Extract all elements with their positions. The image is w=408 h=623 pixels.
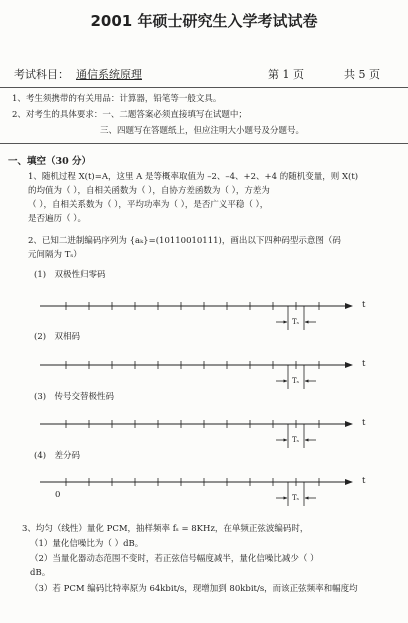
q2-line-2: 元间隔为 Tₛ）: [28, 250, 82, 260]
wave-label-1: (1) 双极性归零码: [34, 270, 106, 280]
note-line-1: 1、考生须携带的有关用品：计算器，铅笔等一般文具。: [12, 94, 222, 104]
wave-label-4: (4) 差分码: [34, 451, 81, 461]
axis-2-ts: Tₛ: [292, 377, 300, 385]
q1-line-2: 的均值为（ ），自相关函数为（ ），自协方差函数为（ ），方差为: [28, 186, 270, 196]
axis-2-t: t: [362, 359, 366, 369]
q1-line-1: 1、随机过程 X(t)=A，这里 A 是等概率取值为 –2、–4、+2、+4 的随机变量，则 X(t): [28, 172, 359, 182]
axis-3-t: t: [362, 418, 366, 428]
note-line-3: 三、四题写在答题纸上，但应注明大小题号及分题号。: [100, 126, 305, 136]
axis-4-ts: Tₛ: [292, 494, 300, 502]
q1-line-4: 是否遍历（ ）。: [28, 214, 86, 224]
q3-line-3: （2）当量化器动态范围不变时，若正弦信号幅度减半，量化信噪比减少（ ）: [30, 554, 319, 564]
q3-line-2: （1）量化信噪比为（ ）dB。: [30, 539, 144, 549]
page-number: 第 1 页: [268, 68, 304, 81]
axis-4: [40, 478, 352, 506]
axis-3: [40, 420, 352, 448]
axis-1-ts: Tₛ: [292, 318, 300, 326]
wave-label-2: (2) 双相码: [34, 332, 81, 342]
q3-line-5: （3）若 PCM 编码比特率原为 64kbit/s，现增加到 80kbit/s，而该正弦频率和幅度均: [30, 584, 358, 594]
axis-2: [40, 361, 352, 389]
subject-value: 通信系统原理: [76, 68, 142, 81]
axis-1: [40, 302, 352, 330]
axis-3-ts: Tₛ: [292, 436, 300, 444]
wave-label-3: (3) 传号交替极性码: [34, 392, 115, 402]
q3-line-1: 3、均匀（线性）量化 PCM，抽样频率 fₛ = 8KHz，在单频正弦波编码时，: [22, 524, 309, 534]
note-line-2: 2、对考生的具体要求：一、二题答案必须直接填写在试题中；: [12, 110, 247, 120]
axis-4-origin: 0: [55, 490, 61, 500]
subject-label: 考试科目：: [14, 68, 69, 81]
section-heading: 一、填空（30 分）: [8, 156, 92, 167]
q2-line-1: 2、已知二进制编码序列为 {aₖ}=(10110010111)，画出以下四种码型示意图（码: [28, 236, 341, 246]
q1-line-3: （ ），自相关系数为（ ），平均功率为（ ），是否广义平稳（ ），: [28, 200, 269, 210]
total-pages: 共 5 页: [344, 68, 380, 81]
axis-4-t: t: [362, 476, 366, 486]
exam-title: 2001 年硕士研究生入学考试试卷: [90, 12, 318, 30]
axis-1-t: t: [362, 300, 366, 310]
q3-line-4: dB。: [30, 568, 51, 578]
